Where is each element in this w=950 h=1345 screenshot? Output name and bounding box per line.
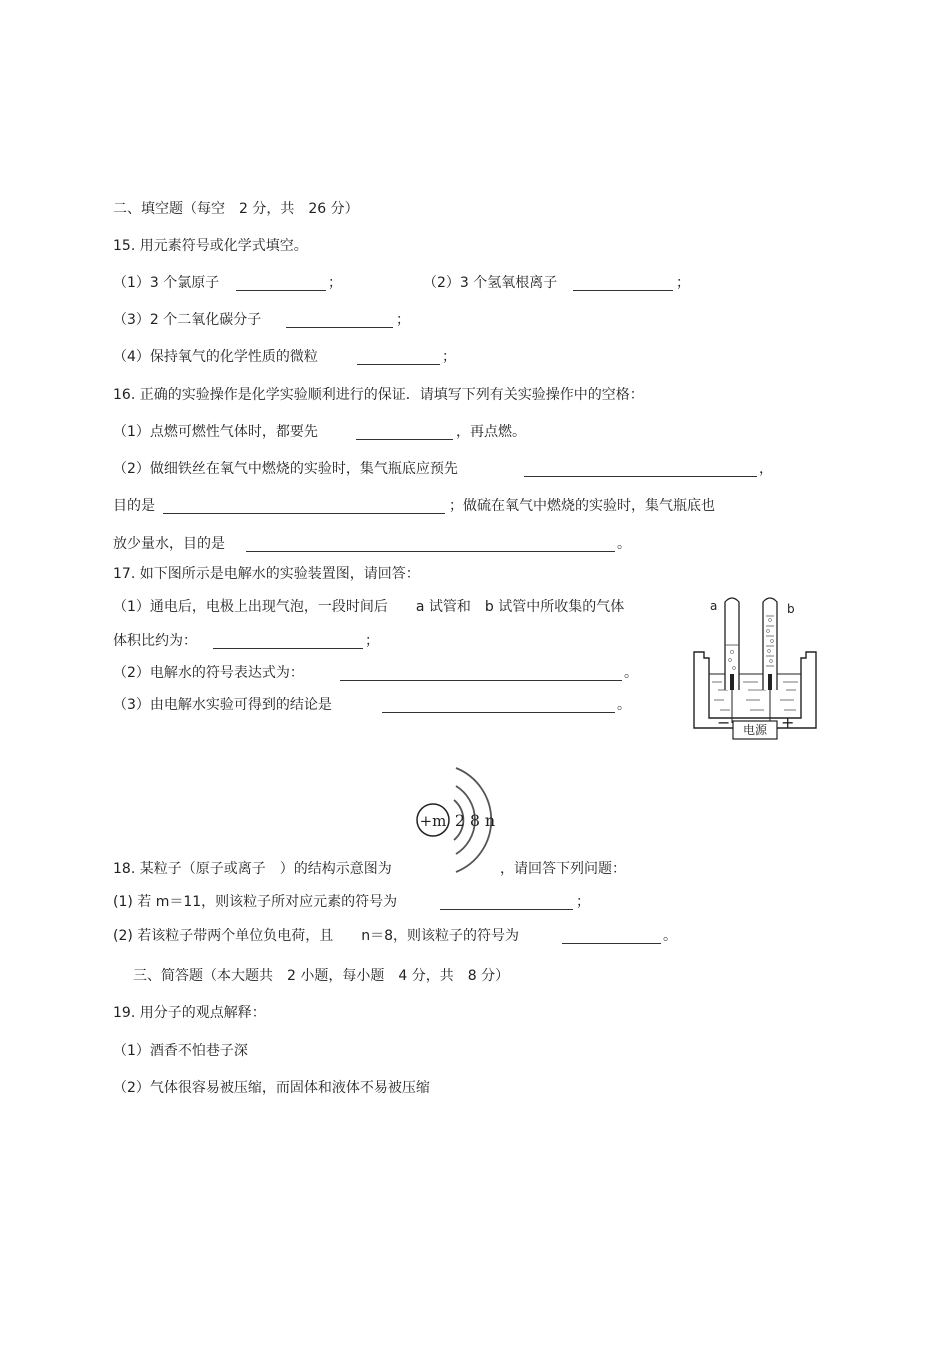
question-17-stem: 17. 如下图所示是电解水的实验装置图，请回答： bbox=[113, 566, 420, 582]
q17-part2-end: 。 bbox=[624, 665, 638, 681]
q18-part1-blank[interactable] bbox=[440, 895, 573, 910]
electrolysis-apparatus-diagram bbox=[688, 590, 823, 745]
q15-part2-end: ； bbox=[676, 275, 690, 291]
q16-part1-label: （1）点燃可燃性气体时，都要先 bbox=[113, 424, 318, 440]
power-supply-label: 电源 bbox=[742, 723, 768, 737]
q17-part3-end: 。 bbox=[617, 697, 631, 713]
section-heading: 二、填空题（每空 2 分，共 26 分） bbox=[113, 201, 359, 217]
q17-part2-blank[interactable] bbox=[340, 666, 622, 681]
q15-part1-blank[interactable] bbox=[236, 276, 326, 291]
q17-part1-end: ； bbox=[365, 633, 379, 649]
q17-part2-label: （2）电解水的符号表达式为： bbox=[113, 665, 304, 681]
minus-terminal-label: − bbox=[717, 713, 731, 732]
q19-part1: （1）酒香不怕巷子深 bbox=[113, 1043, 248, 1059]
electrode-a bbox=[730, 674, 734, 690]
q15-part3-blank[interactable] bbox=[286, 313, 393, 328]
electrode-b bbox=[768, 674, 772, 690]
q17-part1-blank[interactable] bbox=[213, 634, 363, 649]
q17-part1-label: （1）通电后，电极上出现气泡，一段时间后 a 试管和 b 试管中所收集的气体 bbox=[113, 599, 625, 615]
q17-part3-label: （3）由电解水实验可得到的结论是 bbox=[113, 697, 332, 713]
q16-part2c-end: 。 bbox=[617, 536, 631, 552]
q15-part3-label: （3）2 个二氧化碳分子 bbox=[113, 312, 262, 328]
q18-part2-blank[interactable] bbox=[562, 929, 661, 944]
q17-part1b-label: 体积比约为： bbox=[113, 633, 197, 649]
shell-3-electrons: n bbox=[484, 811, 496, 830]
question-16-stem: 16. 正确的实验操作是化学实验顺利进行的保证．请填写下列有关实验操作中的空格： bbox=[113, 387, 644, 403]
tube-b-label: b bbox=[787, 602, 795, 616]
atomic-structure-diagram bbox=[412, 762, 504, 878]
q18-part1-label: (1) 若 m＝11，则该粒子所对应元素的符号为 bbox=[113, 894, 398, 910]
q15-part2-blank[interactable] bbox=[573, 276, 673, 291]
q16-part2-blank[interactable] bbox=[524, 462, 757, 477]
tube-a-label: a bbox=[710, 599, 718, 613]
question-18-stem-end: ，请回答下列问题： bbox=[500, 861, 626, 877]
shell-1-electrons: 2 bbox=[454, 811, 466, 830]
q15-part4-end: ； bbox=[442, 349, 456, 365]
q16-part1-end: ，再点燃。 bbox=[456, 424, 526, 440]
plus-terminal-label: + bbox=[781, 713, 795, 732]
question-15-stem: 15. 用元素符号或化学式填空。 bbox=[113, 238, 308, 254]
q15-part2-label: （2）3 个氢氧根离子 bbox=[423, 275, 558, 291]
q16-part2b-blank[interactable] bbox=[163, 499, 445, 514]
q16-part2b-mid: ；做硫在氧气中燃烧的实验时，集气瓶底也 bbox=[449, 498, 715, 514]
section-heading: 三、简答题（本大题共 2 小题，每小题 4 分，共 8 分） bbox=[133, 968, 510, 984]
q17-part3-blank[interactable] bbox=[382, 698, 615, 713]
q16-part2c-blank[interactable] bbox=[246, 537, 615, 552]
q18-part1-end: ； bbox=[576, 894, 590, 910]
q16-part2c-label: 放少量水，目的是 bbox=[113, 536, 225, 552]
q15-part4-blank[interactable] bbox=[357, 350, 440, 365]
question-18-stem: 18. 某粒子（原子或离子 ）的结构示意图为 bbox=[113, 861, 392, 877]
q16-part2-end: ， bbox=[759, 461, 773, 477]
q18-part2-label: (2) 若该粒子带两个单位负电荷，且 n＝8，则该粒子的符号为 bbox=[113, 928, 520, 944]
q16-part1-blank[interactable] bbox=[356, 425, 453, 440]
q19-part2: （2）气体很容易被压缩，而固体和液体不易被压缩 bbox=[113, 1080, 430, 1096]
shell-2-electrons: 8 bbox=[469, 811, 481, 830]
q16-part2-label: （2）做细铁丝在氧气中燃烧的实验时，集气瓶底应预先 bbox=[113, 461, 458, 477]
q15-part4-label: （4）保持氧气的化学性质的微粒 bbox=[113, 349, 318, 365]
q15-part1-end: ； bbox=[328, 275, 342, 291]
q18-part2-end: 。 bbox=[663, 928, 677, 944]
q15-part3-end: ； bbox=[396, 312, 410, 328]
q16-part2b-label: 目的是 bbox=[113, 498, 155, 514]
q15-part1-label: （1）3 个氯原子 bbox=[113, 275, 220, 291]
nucleus-charge: +m bbox=[419, 812, 447, 830]
question-19-stem: 19. 用分子的观点解释： bbox=[113, 1005, 266, 1021]
